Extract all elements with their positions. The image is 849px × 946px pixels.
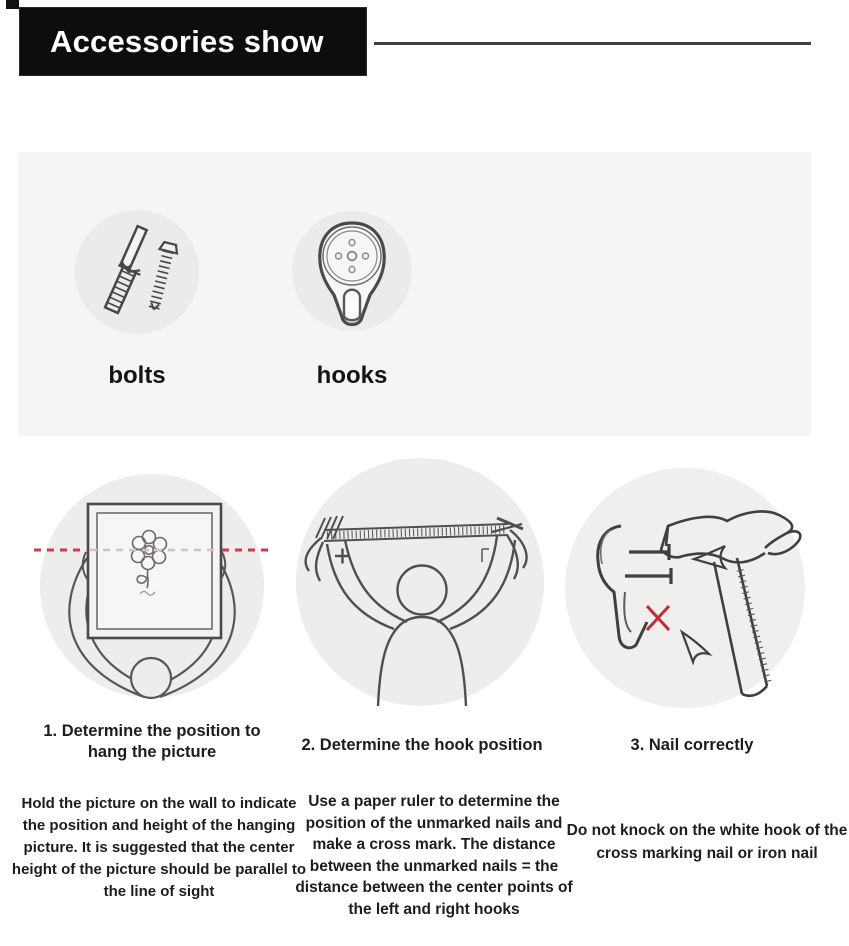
bolts-label: bolts — [108, 362, 166, 389]
step2-paper-ruler-illustration — [294, 456, 546, 708]
step2-description: Use a paper ruler to determine the position of the unmarked nails and make a cross mark. The distance between the unmarked nails = the distance between the center points of the left and right hooks — [295, 793, 573, 918]
step1-hold-picture-illustration — [32, 466, 272, 714]
page-edge-mark — [6, 0, 19, 9]
section-header — [20, 8, 366, 75]
step1-caption: 1. Determine the position to hang the picture — [43, 722, 261, 761]
hooks-label: hooks — [316, 362, 388, 389]
step2-caption: 2. Determine the hook position — [301, 736, 543, 754]
bolts-icon — [72, 206, 202, 336]
hooks-icon — [290, 210, 414, 334]
step3-description: Do not knock on the white hook of the cross marking nail or iron nail — [566, 822, 848, 862]
step1-description: Hold the picture on the wall to indicate the position and height of the hanging picture. It is suggested that the center height of the picture should be parallel to the line of sight — [11, 795, 307, 900]
section-title: Accessories show — [50, 23, 324, 59]
step3-caption: 3. Nail correctly — [630, 736, 754, 754]
step3-hammer-illustration — [563, 466, 807, 710]
header-divider-line — [374, 42, 811, 45]
